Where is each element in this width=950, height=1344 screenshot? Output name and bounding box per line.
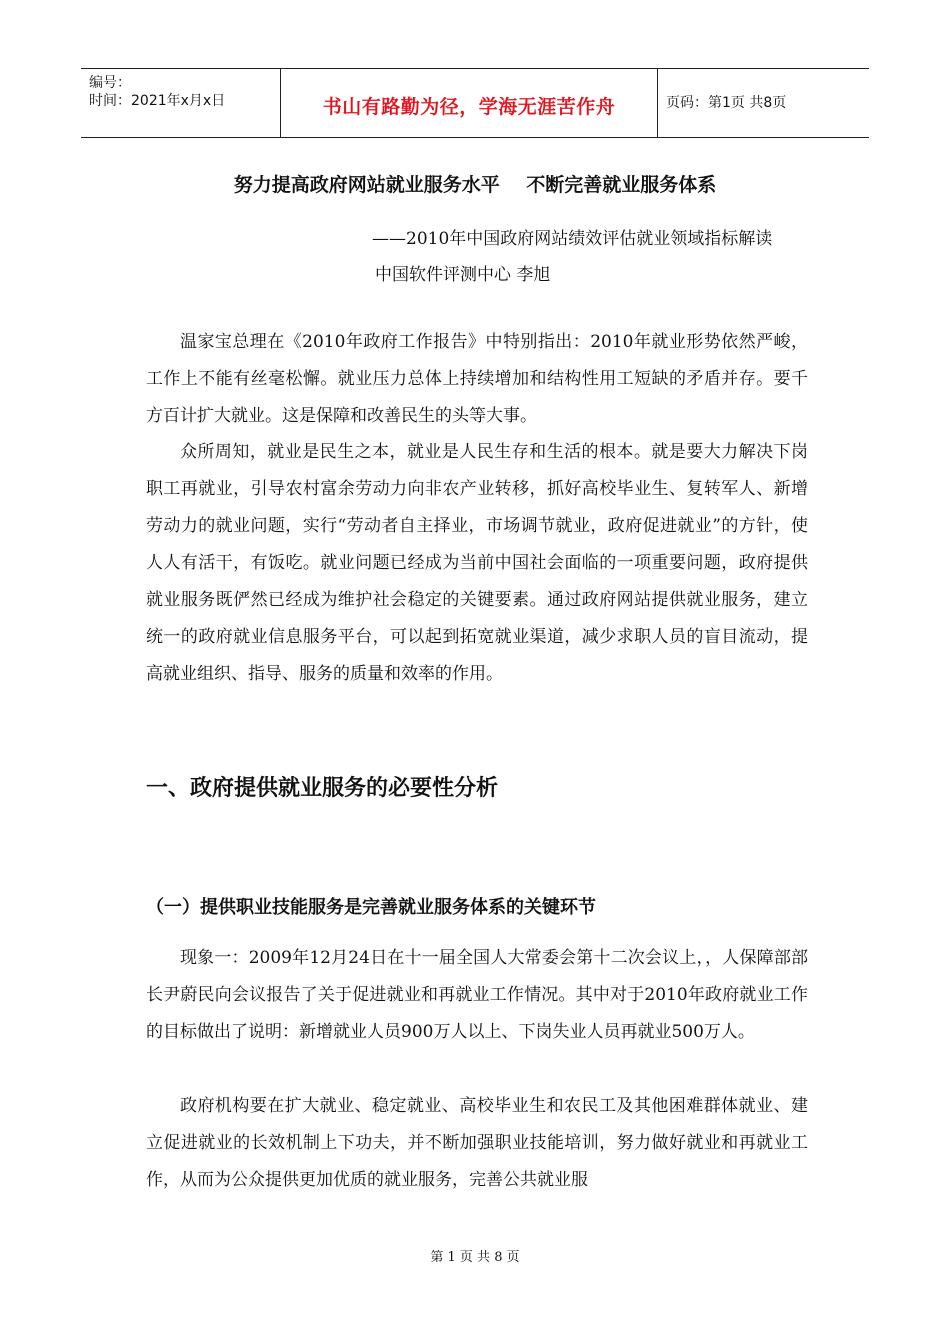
page-footer: 第 1 页 共 8 页 xyxy=(430,1250,520,1265)
paragraph: 众所周知，就业是民生之本，就业是人民生存和生活的根本。就是要大力解决下岗职工再就业，引导农村富余劳动力向非农产业转移，抓好高校毕业生、复转军人、新增劳动力的就业问题，实行“劳动者自主择业，市场调节就业，政府促进就业”的方针，使人人有活干，有饭吃。就业问题已经成为当前中国社会面临的一项重要问题，政府提供就业服务既俨然已经成为维护社会稳定的关键要素。通过政府网站提供就业服务，建立统一的政府就业信息服务平台，可以起到拓宽就业渠道，减少求职人员的盲目流动，提高就业组织、指导、服务的质量和效率的作用。 xyxy=(146,442,808,684)
date-line: 时间：2021年x月x日 xyxy=(89,93,226,109)
document-subtitle: ——2010年中国政府网站绩效评估就业领域指标解读 xyxy=(372,229,773,249)
header-motto-cell xyxy=(281,69,658,137)
paragraph: 现象一：2009年12月24日在十一届全国人大常委会第十二次会议上，，人保障部部长尹蔚民向会议报告了关于促进就业和再就业工作情况。其中对于2010年政府就业工作的目标做出了说明：新增就业人员900万人以上、下岗失业人员再就业500万人。 xyxy=(146,948,808,1042)
header-table xyxy=(81,68,869,138)
paragraph: 温家宝总理在《2010年政府工作报告》中特别指出：2010年就业形势依然严峻，工作上不能有丝毫松懈。就业压力总体上持续增加和结构性用工短缺的矛盾并存。要千方百计扩大就业。这是保障和改善民生的头等大事。 xyxy=(146,332,808,426)
document-author: 中国软件评测中心 李旭 xyxy=(375,265,551,285)
header-meta-cell xyxy=(81,69,281,137)
paragraph: 政府机构要在扩大就业、稳定就业、高校毕业生和农民工及其他困难群体就业、建立促进就业的长效机制上下功夫，并不断加强职业技能培训，努力做好就业和再就业工作，从而为公众提供更加优质的就业服务，完善公共就业服 xyxy=(146,1096,808,1190)
motto-text: 书山有路勤为径，学海无涯苦作舟 xyxy=(322,96,616,118)
subsection-heading: （一）提供职业技能服务是完善就业服务体系的关键环节 xyxy=(146,897,596,918)
header-page-cell xyxy=(658,69,869,137)
document-title: 努力提高政府网站就业服务水平 不断完善就业服务体系 xyxy=(233,174,717,196)
section-heading: 一、政府提供就业服务的必要性分析 xyxy=(146,776,499,801)
number-label: 编号： xyxy=(89,75,131,91)
page-info: 页码：第1页 共8页 xyxy=(666,95,787,111)
